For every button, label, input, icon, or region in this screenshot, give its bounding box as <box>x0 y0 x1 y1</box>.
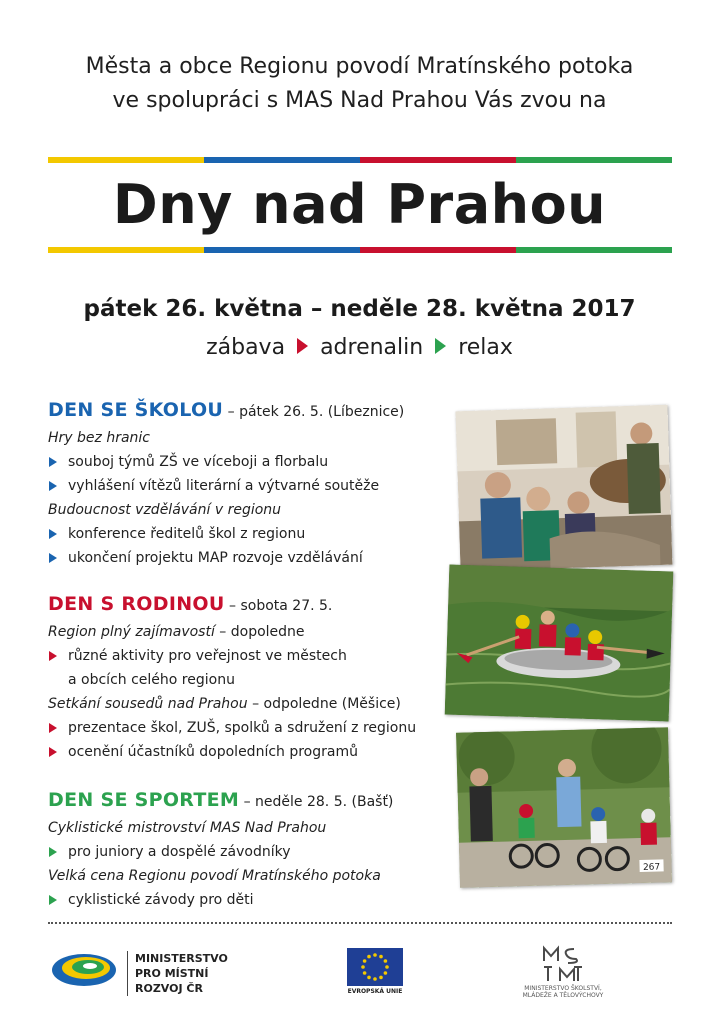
list-item: konference ředitelů škol z regionu <box>48 522 448 546</box>
subtitle-suffix: – odpoledne (Měšice) <box>247 696 401 712</box>
color-stripe-top <box>48 157 672 163</box>
section-detail: – pátek 26. 5. (Líbeznice) <box>223 404 405 420</box>
msmt-label-line: MINISTERSTVO ŠKOLSTVÍ, <box>524 985 602 992</box>
subtitle: Cyklistické mistrovství MAS Nad Prahou <box>48 820 327 836</box>
subtitle: Velká cena Regionu povodí Mratínského potoka <box>48 868 381 884</box>
msmt-label-line: MLÁDEŽE A TĚLOVÝCHOVY <box>522 992 604 999</box>
intro-line-2: ve spolupráci s MAS Nad Prahou Vás zvou na <box>112 88 607 113</box>
eu-logo <box>347 948 403 990</box>
mmr-logo <box>48 948 120 994</box>
color-stripe-bottom <box>48 247 672 253</box>
list-item: pro juniory a dospělé závodníky <box>48 840 448 864</box>
list-item: vyhlášení vítězů literární a výtvarné soutěže <box>48 474 448 498</box>
section-family-day <box>48 590 448 764</box>
mmr-label <box>127 951 228 996</box>
race-bib-number: 267 <box>642 862 661 873</box>
list-item: ocenění účastníků dopoledních programů <box>48 740 448 764</box>
cycling-photo <box>456 727 672 887</box>
triangle-green-icon <box>435 338 446 354</box>
subtitle: Region plný zajímavostí <box>48 624 215 640</box>
subtitle: Budoucnost vzdělávání v regionu <box>48 502 282 518</box>
section-detail: – neděle 28. 5. (Bašť) <box>239 794 394 810</box>
section-heading <box>48 396 448 426</box>
msmt-logo <box>540 945 586 987</box>
rafting-scene-image <box>445 565 674 722</box>
intro-text <box>0 50 719 118</box>
list-item: prezentace škol, ZUŠ, spolků a sdružení z regionu <box>48 716 448 740</box>
subtitle: Hry bez hranic <box>48 430 150 446</box>
event-title: Dny nad Prahou <box>112 173 607 236</box>
subtitle: Setkání sousedů nad Prahou <box>48 696 248 712</box>
triangle-red-icon <box>297 338 308 354</box>
msmt-label <box>508 985 618 999</box>
list-item: ukončení projektu MAP rozvoje vzdělávání <box>48 546 448 570</box>
list-item: cyklistické závody pro děti <box>48 888 448 912</box>
tagline-item-relax: relax <box>458 335 513 360</box>
section-detail: – sobota 27. 5. <box>224 598 333 614</box>
section-heading <box>48 786 448 816</box>
footer-divider <box>48 922 672 924</box>
section-name: DEN SE SPORTEM <box>48 789 240 811</box>
school-scene-image <box>456 405 673 572</box>
mmr-label-line: MINISTERSTVO <box>135 952 228 965</box>
section-sport-day <box>48 786 448 912</box>
list-item-continuation: a obcích celého regionu <box>68 672 235 688</box>
eu-flag-icon <box>347 948 403 986</box>
list-item: souboj týmů ZŠ ve víceboji a florbalu <box>48 450 448 474</box>
mmr-label-line: PRO MÍSTNÍ <box>135 967 209 980</box>
intro-line-1: Města a obce Regionu povodí Mratínského potoka <box>85 54 634 79</box>
cycling-scene-image <box>456 727 672 887</box>
section-name: DEN SE ŠKOLOU <box>48 399 224 421</box>
subtitle-row <box>48 620 448 644</box>
subtitle-row <box>48 692 448 716</box>
section-heading <box>48 590 448 620</box>
section-name: DEN S RODINOU <box>48 593 225 615</box>
mmr-label-line: ROZVOJ ČR <box>135 982 203 995</box>
rafting-photo <box>445 565 674 722</box>
school-photo <box>456 405 673 572</box>
section-school-day <box>48 396 448 570</box>
eu-label: EVROPSKÁ UNIE <box>347 988 403 995</box>
mmr-emblem-icon <box>48 948 120 990</box>
subtitle-suffix: – dopoledne <box>214 624 305 640</box>
tagline-item-fun: zábava <box>206 335 286 360</box>
list-item: různé aktivity pro veřejnost ve městech <box>48 644 448 668</box>
event-dates: pátek 26. května – neděle 28. května 2017 <box>83 296 636 322</box>
tagline-item-adrenalin: adrenalin <box>320 335 424 360</box>
msmt-emblem-icon <box>540 945 586 983</box>
tagline <box>0 331 719 365</box>
